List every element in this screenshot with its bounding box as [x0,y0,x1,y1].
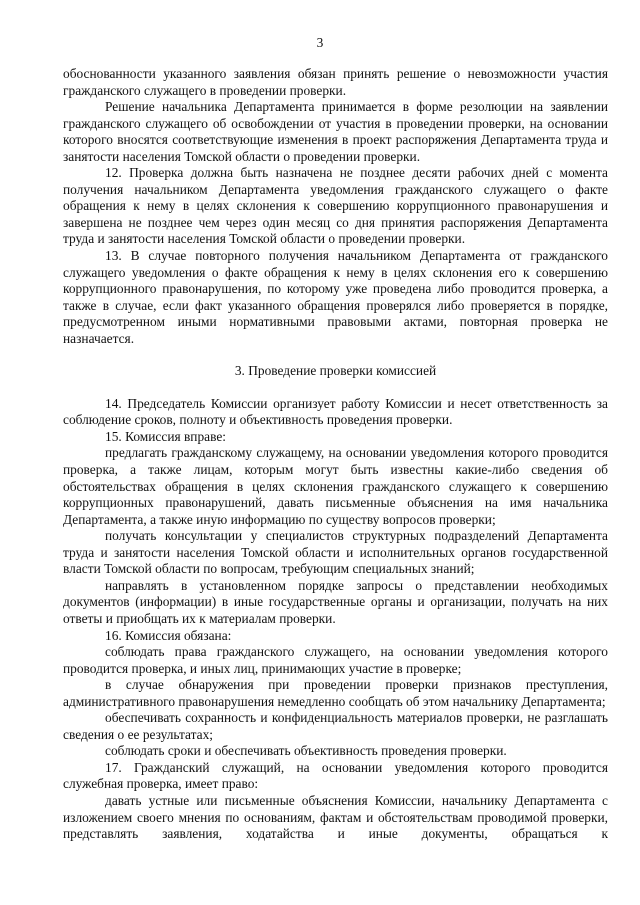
paragraph-item-17: 17. Гражданский служащий, на основании уведомления которого проводится служебная проверка, имеет право: [63,759,608,792]
paragraph: получать консультации у специалистов структурных подразделений Департамента труда и занятости населения Томской области и исполнительных органов государственной власти Томской области по вопросам, требующим специальных знаний; [63,528,608,577]
paragraph: предлагать гражданскому служащему, на основании уведомления которого проводится проверка, а также лицам, которым могут быть известны какие-либо сведения об обстоятельствах обращения в целях склонения гражданского служащего к совершению коррупционных правонарушений, давать письменные объяснения на имя начальника Департамента, а также иную информацию по существу вопросов проверки; [63,445,608,527]
paragraph: соблюдать права гражданского служащего, на основании уведомления которого проводится проверка, и иных лиц, принимающих участие в проверке; [63,644,608,676]
section-heading: 3. Проведение проверки комиссией [234,363,437,379]
paragraph-item-13: 13. В случае повторного получения начальником Департамента от гражданского служащего уведомления о факте обращения к нему в целях склонения его к совершению коррупционного правонарушения, по которому уже проведена либо проводится проверка, а также в случае, если факт указанного обращения проверялся либо проверяется в порядке, предусмотренном иными нормативными правовыми актами, повторная проверка не назначается. [63,248,608,346]
paragraph-item-14: 14. Председатель Комиссии организует работу Комиссии и несет ответственность за соблюдение сроков, полноту и объективность проведения проверки. [63,395,608,428]
paragraph: давать устные или письменные объяснения Комиссии, начальнику Департамента с изложением своего мнения по основаниям, фактам и обстоятельствам проводимой проверки, представлять заявления, ходатайства и иные документы, обращаться к [63,792,608,842]
paragraph: обеспечивать сохранность и конфиденциальность материалов проверки, не разглашать сведения о ее результатах; [63,710,608,742]
document-body [63,66,608,843]
page-number: 3 [316,35,324,50]
paragraph-item-15: 15. Комиссия вправе: [105,428,227,444]
paragraph-item-16: 16. Комиссия обязана: [105,627,232,643]
paragraph: в случае обнаружения при проведении проверки признаков преступления, административного правонарушения немедленно сообщать об этом начальнику Департамента; [63,677,608,709]
paragraph-item-12: 12. Проверка должна быть назначена не позднее десяти рабочих дней с момента получения начальником Департамента уведомления гражданского служащего о факте обращения к нему в целях склонения к совершению коррупционного правонарушения и завершена не позднее чем через один месяц со дня принятия распоряжения Департамента труда и занятости населения Томской области о проведении проверки. [63,165,608,247]
paragraph: направлять в установленном порядке запросы о представлении необходимых документов (информации) в иные государственные органы и организации, получать на них ответы и приобщать их к материалам проверки. [63,577,608,626]
paragraph: обоснованности указанного заявления обязан принять решение о невозможности участия гражданского служащего в проведении проверки. [63,66,608,98]
paragraph: соблюдать сроки и обеспечивать объективность проведения проверки. [105,743,507,759]
paragraph: Решение начальника Департамента принимается в форме резолюции на заявлении гражданского служащего об освобождении от участия в проведении проверки, на основании которого вносятся соответствующие изменения в проект распоряжения Департамента труда и занятости населения Томской области о проведении проверки. [63,99,608,164]
